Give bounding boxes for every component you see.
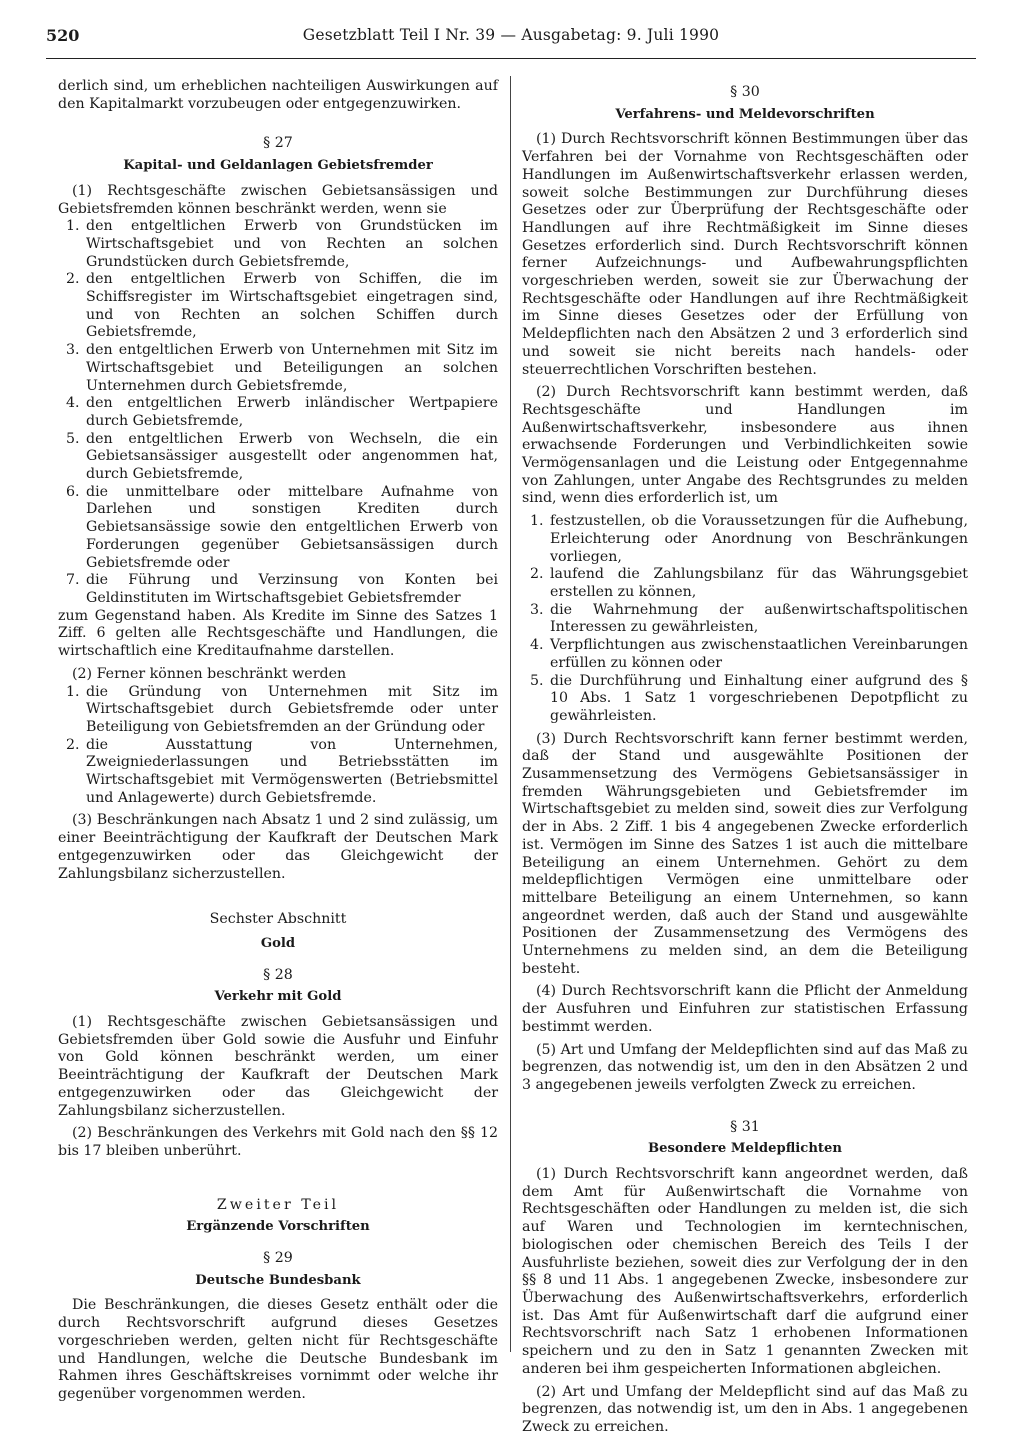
list-item-text: Verpflichtungen aus zwischenstaatlichen Vereinbarungen erfüllen zu können oder (550, 637, 968, 671)
s30-paragraph-1: (1) Durch Rechtsvorschrift können Bestimmungen über das Verfahren bei der Vornahme von Rechtsgeschäften oder Handlungen im Außenwirtschaftsverkehr erlassen werden, soweit solche Bestimmungen zur Durchführung dieses Gesetzes oder zur Überprüfung der Rechtsgeschäfte oder Handlungen auf ihre Rechtmäßigkeit im Sinne dieses Gesetzes erforderlich sind. Durch Rechtsvorschrift können ferner Aufzeichnungs- und Aufbewahrungspflichten vorgeschrieben werden, soweit sie zur Überwachung der Rechtsgeschäfte oder Handlungen auf ihre Rechtmäßigkeit im Sinne dieses Gesetzes oder der Erfüllung von Meldepflichten nach den Absätzen 2 und 3 erforderlich sind und soweit sie nicht bereits nach handels- oder steuerrechtlichen Vorschriften bestehen. (522, 131, 968, 378)
list-item-number: 4. (66, 395, 80, 412)
list-item-text: die Gründung von Unternehmen mit Sitz im Wirtschaftsgebiet durch Gebietsfremde oder unter Beteiligung von Gebietsfremden an der Gründung oder (86, 683, 498, 735)
section-31-number: § 31 (730, 1118, 760, 1135)
list-item-number: 5. (530, 672, 544, 689)
list-item-number: 4. (530, 637, 544, 654)
section-28-title: Verkehr mit Gold (214, 989, 342, 1005)
list-item (522, 602, 968, 637)
list-item-number: 1. (530, 513, 544, 530)
list-item-number: 1. (66, 683, 80, 700)
list-item-text: die Ausstattung von Unternehmen, Zweigniederlassungen und Betriebsstätten im Wirtschaftsgebiet mit Vermögenswerten (Betriebsmittel und Anlagewerte) durch Gebietsfremde. (86, 736, 498, 806)
section-27-number: § 27 (263, 135, 293, 152)
list-item (58, 572, 498, 607)
s28-paragraph-1: (1) Rechtsgeschäfte zwischen Gebietsansässigen und Gebietsfremden über Gold sowie die Ausfuhr und Einfuhr von Gold können beschränkt werden, um einer Beeinträchtigung der Kaufkraft der Deutschen Mark entgegenzuwirken oder das Gleichgewicht der Zahlungsbilanz sicherzustellen. (58, 1014, 498, 1119)
page-title: Gesetzblatt Teil I Nr. 39 — Ausgabetag: 9. Juli 1990 (302, 26, 720, 44)
list-item-number: 6. (66, 483, 80, 500)
list-item-text: den entgeltlichen Erwerb von Grundstücken im Wirtschaftsgebiet und von Rechten an solchen Grundstücken durch Gebietsfremde, (86, 218, 498, 270)
list-item-number: 3. (530, 601, 544, 618)
list-item (58, 431, 498, 484)
s30-paragraph-4: (4) Durch Rechtsvorschrift kann die Pflicht der Anmeldung der Ausfuhren und Einfuhren zur statistischen Erfassung bestimmt werden. (522, 983, 968, 1035)
list-item-text: den entgeltlichen Erwerb inländischer Wertpapiere durch Gebietsfremde, (86, 395, 498, 429)
list-item (58, 684, 498, 737)
list-item-text: die unmittelbare oder mittelbare Aufnahme von Darlehen und sonstigen Krediten durch Gebietsansässige sowie den entgeltlichen Erwerb von Forderungen gegenüber Gebietsansässigen durch Gebietsfremde oder (86, 483, 498, 571)
list-item-number: 2. (66, 271, 80, 288)
page-header (46, 18, 976, 59)
list-item-text: den entgeltlichen Erwerb von Wechseln, die ein Gebietsansässiger ausgestellt oder angenommen hat, durch Gebietsfremde, (86, 430, 498, 483)
s27-paragraph-1-outro: zum Gegenstand haben. Als Kredite im Sinne des Satzes 1 Ziff. 6 gelten alle Rechtsgeschäfte und Handlungen, die wirtschaftlich eine Kreditaufnahme darstellen. (58, 607, 498, 660)
list-item (58, 342, 498, 395)
section-31-title: Besondere Meldepflichten (647, 1141, 842, 1157)
s30-paragraph-5: (5) Art und Umfang der Meldepflichten sind auf das Maß zu begrenzen, das notwendig ist, um den in den Absätzen 2 und 3 angegebenen jeweils verfolgten Zweck zu erreichen. (522, 1041, 968, 1093)
s28-paragraph-2: (2) Beschränkungen des Verkehrs mit Gold nach den §§ 12 bis 17 bleiben unberührt. (58, 1125, 498, 1159)
s31-paragraph-1: (1) Durch Rechtsvorschrift kann angeordnet werden, daß dem Amt für Außenwirtschaft die Vornahme von Rechtsgeschäften oder Handlungen zu melden ist, die sich auf Waren und Technologien im kerntechnischen, biologischen oder chemischen Bereich des Teils I der Ausfuhrliste beziehen, soweit dies zur Verfolgung der in den §§ 8 und 11 Abs. 1 angegebenen Zwecke, insbesondere zur Überwachung des Außenwirtschaftsverkehrs, erforderlich ist. Das Amt für Außenwirtschaft darf die aufgrund einer Rechtsvorschrift nach Satz 1 erhobenen Informationen speichern und zu den in Satz 1 genannten Zwecken mit anderen bei ihm gespeicherten Informationen abgleichen. (522, 1166, 968, 1377)
list-item (522, 673, 968, 726)
left-column (58, 78, 498, 1404)
list-item-text: festzustellen, ob die Voraussetzungen für die Aufhebung, Erleichterung oder Anordnung von Beschränkungen vorliegen, (550, 513, 968, 565)
list-item-number: 2. (66, 736, 80, 753)
list-item-text: den entgeltlichen Erwerb von Unternehmen mit Sitz im Wirtschaftsgebiet und Beteiligungen an solchen Unternehmen durch Gebietsfremde, (86, 342, 498, 394)
list-item-number: 2. (530, 566, 544, 583)
list-item-number: 7. (66, 572, 80, 589)
list-item-number: 5. (66, 430, 80, 447)
list-item (58, 737, 498, 808)
section-30-number: § 30 (730, 84, 760, 100)
s27-paragraph-2-intro: (2) Ferner können beschränkt werden (72, 665, 347, 682)
abschnitt-title: Gold (260, 935, 296, 951)
teil-title: Ergänzende Vorschriften (186, 1219, 370, 1235)
s29-paragraph-1: Die Beschränkungen, die dieses Gesetz enthält oder die durch Rechtsvorschrift aufgrund dieses Gesetzes vorgeschrieben werden, gelten nicht für Rechtsgeschäfte und Handlungen, welche die Deutsche Bundesbank im Rahmen ihres Geschäftskreises vornimmt oder welche ihr gegenüber vorgenommen werden. (58, 1297, 498, 1402)
abschnitt-label: Sechster Abschnitt (209, 911, 347, 928)
section-27-title: Kapital- und Geldanlagen Gebietsfremder (123, 158, 433, 174)
s30-paragraph-2-intro: (2) Durch Rechtsvorschrift kann bestimmt werden, daß Rechtsgeschäfte und Handlungen im Außenwirtschaftsverkehr, insbesondere aus ihnen erwachsende Forderungen und Verbindlichkeiten sowie Vermögensanlagen und die Leistung oder Entgegennahme von Zahlungen, unter Angabe des Rechtsgrundes zu melden sind, wenn dies erforderlich ist, um (522, 384, 968, 507)
list-item-text: den entgeltlichen Erwerb von Schiffen, die im Schiffsregister im Wirtschaftsgebiet eingetragen sind, und von Rechten an solchen Schiffen durch Gebietsfremde, (86, 271, 498, 341)
teil-label: Zweiter Teil (216, 1196, 340, 1213)
list-item (522, 513, 968, 566)
list-item (58, 271, 498, 342)
section-28-number: § 28 (263, 966, 293, 983)
list-item-text: die Wahrnehmung der außenwirtschaftspolitischen Interessen zu gewährleisten, (550, 601, 968, 636)
list-item (522, 566, 968, 601)
section-29-number: § 29 (263, 1250, 293, 1267)
list-item (522, 637, 968, 672)
list-item-text: die Führung und Verzinsung von Konten bei Geldinstituten im Wirtschaftsgebiet Gebietsfremder (86, 572, 498, 606)
page-number: 520 (46, 26, 80, 45)
list-item (58, 395, 498, 430)
list-item-number: 3. (66, 342, 80, 359)
list-item (58, 218, 498, 271)
s27-paragraph-1-intro: (1) Rechtsgeschäfte zwischen Gebietsansässigen und Gebietsfremden können beschränkt werden, wenn sie (58, 182, 498, 217)
list-item-number: 1. (66, 218, 80, 235)
list-item-text: laufend die Zahlungsbilanz für das Währungsgebiet erstellen zu können, (550, 566, 968, 600)
continuation-paragraph: derlich sind, um erheblichen nachteiligen Auswirkungen auf den Kapitalmarkt vorzubeugen oder entgegenzuwirken. (58, 78, 498, 112)
s27-paragraph-3: (3) Beschränkungen nach Absatz 1 und 2 sind zulässig, um einer Beeinträchtigung der Kaufkraft der Deutschen Mark entgegenzuwirken oder das Gleichgewicht der Zahlungsbilanz sicherzustellen. (58, 812, 498, 882)
list-item-text: die Durchführung und Einhaltung einer aufgrund des § 10 Abs. 1 Satz 1 vorgeschriebenen Depotpflicht zu gewährleisten. (550, 672, 968, 724)
right-column (522, 78, 968, 1437)
s30-paragraph-3: (3) Durch Rechtsvorschrift kann ferner bestimmt werden, daß der Stand und ausgewählte Positionen der Zusammensetzung des Vermögens Gebietsansässiger in fremden Währungsgebieten und Gebietsfremder im Wirtschaftsgebiet zu melden sind, soweit dies zur Verfolgung der in Abs. 2 Ziff. 1 bis 4 angegebenen Zwecke erforderlich ist. Vermögen im Sinne des Satzes 1 ist auch die mittelbare Beteiligung an einem Unternehmen. Gehört zu dem meldepflichtigen Vermögen eine unmittelbare oder mittelbare Beteiligung an einem Unternehmen, so kann angeordnet werden, daß auch der Stand und ausgewählte Positionen der Zusammensetzung des Vermögens des Unternehmens zu melden sind, an dem die Beteiligung besteht. (522, 730, 968, 977)
section-29-title: Deutsche Bundesbank (195, 1272, 361, 1288)
list-item (58, 484, 498, 573)
s31-paragraph-2: (2) Art und Umfang der Meldepflicht sind auf das Maß zu begrenzen, das notwendig ist, um den in Abs. 1 angegebenen Zweck zu erreichen. (522, 1383, 968, 1435)
column-divider (510, 76, 511, 1352)
section-30-title: Verfahrens- und Meldevorschriften (615, 106, 875, 122)
